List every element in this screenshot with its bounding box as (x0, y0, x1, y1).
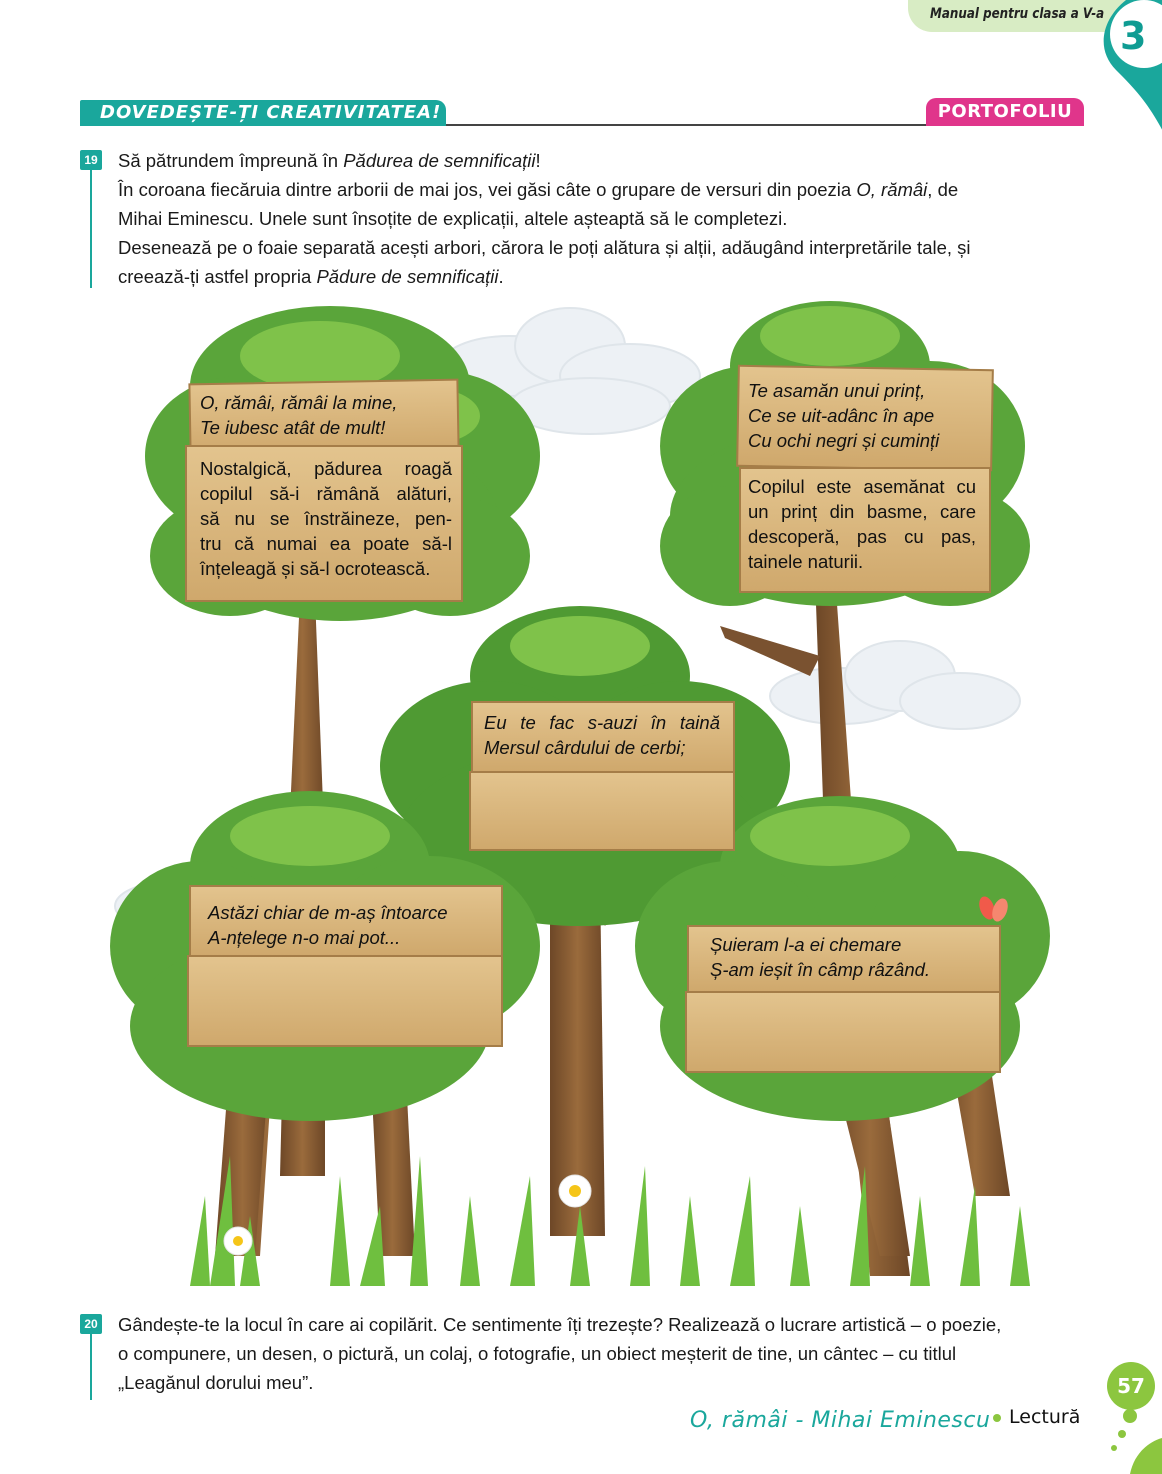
sign-4-verse-1: Astăzi chiar de m-aș întoarce (208, 902, 448, 923)
sign-2-explanation-line: tainele naturii. (748, 551, 864, 572)
sign-1-explanation-line: copilul să-i rămână alături, (200, 483, 452, 504)
sign-2-explanation (748, 474, 976, 574)
exercise-20-rule (90, 1334, 92, 1400)
exercise-number-20: 20 (80, 1314, 102, 1334)
exercise-19-line-3: Mihai Eminescu. Unele sunt însoțite de explicații, altele așteaptă să le completezi. (118, 208, 788, 229)
sign-3-verse-2: Mersul cârdului de cerbi; (484, 737, 686, 758)
sign-5-verse-2: Ș-am ieșit în câmp râzând. (710, 959, 931, 980)
sign-4-verse-2: A-nțelege n-o mai pot... (208, 927, 401, 948)
text-span: creează-ți astfel propria (118, 266, 317, 287)
sign-1-explanation-line: Nostalgică, pădurea roagă (200, 458, 452, 479)
exercise-19-line-2 (118, 175, 958, 204)
text-span-italic: Pădurea de semnificații (343, 150, 536, 171)
sign-2-verses (748, 378, 939, 453)
sign-2-explanation-line: descoperă, pas cu pas, (748, 526, 976, 547)
text-span: ! (535, 150, 541, 171)
manual-label: Manual pentru clasa a V-a (930, 6, 1105, 22)
section-title: DOVEDEȘTE-ȚI CREATIVITATEA! (80, 100, 446, 126)
text-span-italic: O, rămâi (856, 179, 928, 200)
exercise-19-line-1 (118, 146, 541, 175)
exercise-number-19: 19 (80, 150, 102, 170)
page-number: 57 (1107, 1362, 1155, 1410)
sign-5-verses (710, 932, 930, 982)
decorative-dots (1100, 1408, 1162, 1474)
sign-1-explanation-line: înțeleagă și să-l ocrotească. (200, 558, 431, 579)
portfolio-badge: PORTOFOLIU (926, 98, 1084, 126)
sign-1-explanation (200, 456, 452, 581)
sign-2-verse-2: Ce se uit-adânc în ape (748, 405, 935, 426)
exercise-19-line-4: Desenează pe o foaie separată acești arbori, cărora le poți alătura și alții, adăugând interpretările tale, și (118, 237, 971, 258)
daisy-icon (559, 1175, 591, 1207)
footer-title: O, rămâi - Mihai Eminescu (690, 1408, 991, 1433)
sign-1-explanation-line: să nu se înstrăineze, pen- (200, 508, 452, 529)
sign-1-verse-1: O, rămâi, rămâi la mine, (200, 392, 398, 413)
sign-2-verse-3: Cu ochi negri și cuminți (748, 430, 940, 451)
exercise-19-rule (90, 170, 92, 288)
sign-5-verse-1: Șuieram l-a ei chemare (710, 934, 902, 955)
sign-3-verse-1: Eu te fac s-auzi în taină (484, 712, 720, 733)
footer-section-label: Lectură (1009, 1406, 1081, 1428)
sign-2-explanation-line: Copilul este asemănat cu (748, 476, 976, 497)
exercise-20-line-1: Gândește-te la locul în care ai copilărit. Ce sentimente îți trezește? Realizează o lucrare artistică – o poezie, (118, 1314, 1002, 1335)
sign-1-explanation-line: tru că numai ea poate să-l (200, 533, 452, 554)
text-span: , de (927, 179, 959, 200)
sign-3-verses (484, 710, 720, 760)
sign-4-verses (208, 900, 448, 950)
text-span: În coroana fiecăruia dintre arborii de mai jos, vei găsi câte o grupare de versuri din poezia (118, 179, 857, 200)
sign-2-verse-1: Te asamăn unui prinț, (748, 380, 926, 401)
sign-1-verses (200, 390, 397, 440)
text-span-italic: Pădure de semnificații (316, 266, 499, 287)
exercise-19-line-5 (118, 262, 504, 291)
text-span: Să pătrundem împreună în (118, 150, 344, 171)
daisy-icon (224, 1227, 252, 1255)
exercise-20-line-2: o compunere, un desen, o pictură, un colaj, o fotografie, un obiect meșterit de tine, un cântec – cu titlul (118, 1343, 957, 1364)
text-span: . (498, 266, 504, 287)
sign-1-verse-2: Te iubesc atât de mult! (200, 417, 386, 438)
footer-bullet (993, 1414, 1001, 1422)
sign-2-explanation-line: un prinț din basme, care (748, 501, 976, 522)
exercise-20-line-3: „Leagănul dorului meu”. (118, 1372, 314, 1393)
chapter-number: 3 (1120, 14, 1147, 58)
